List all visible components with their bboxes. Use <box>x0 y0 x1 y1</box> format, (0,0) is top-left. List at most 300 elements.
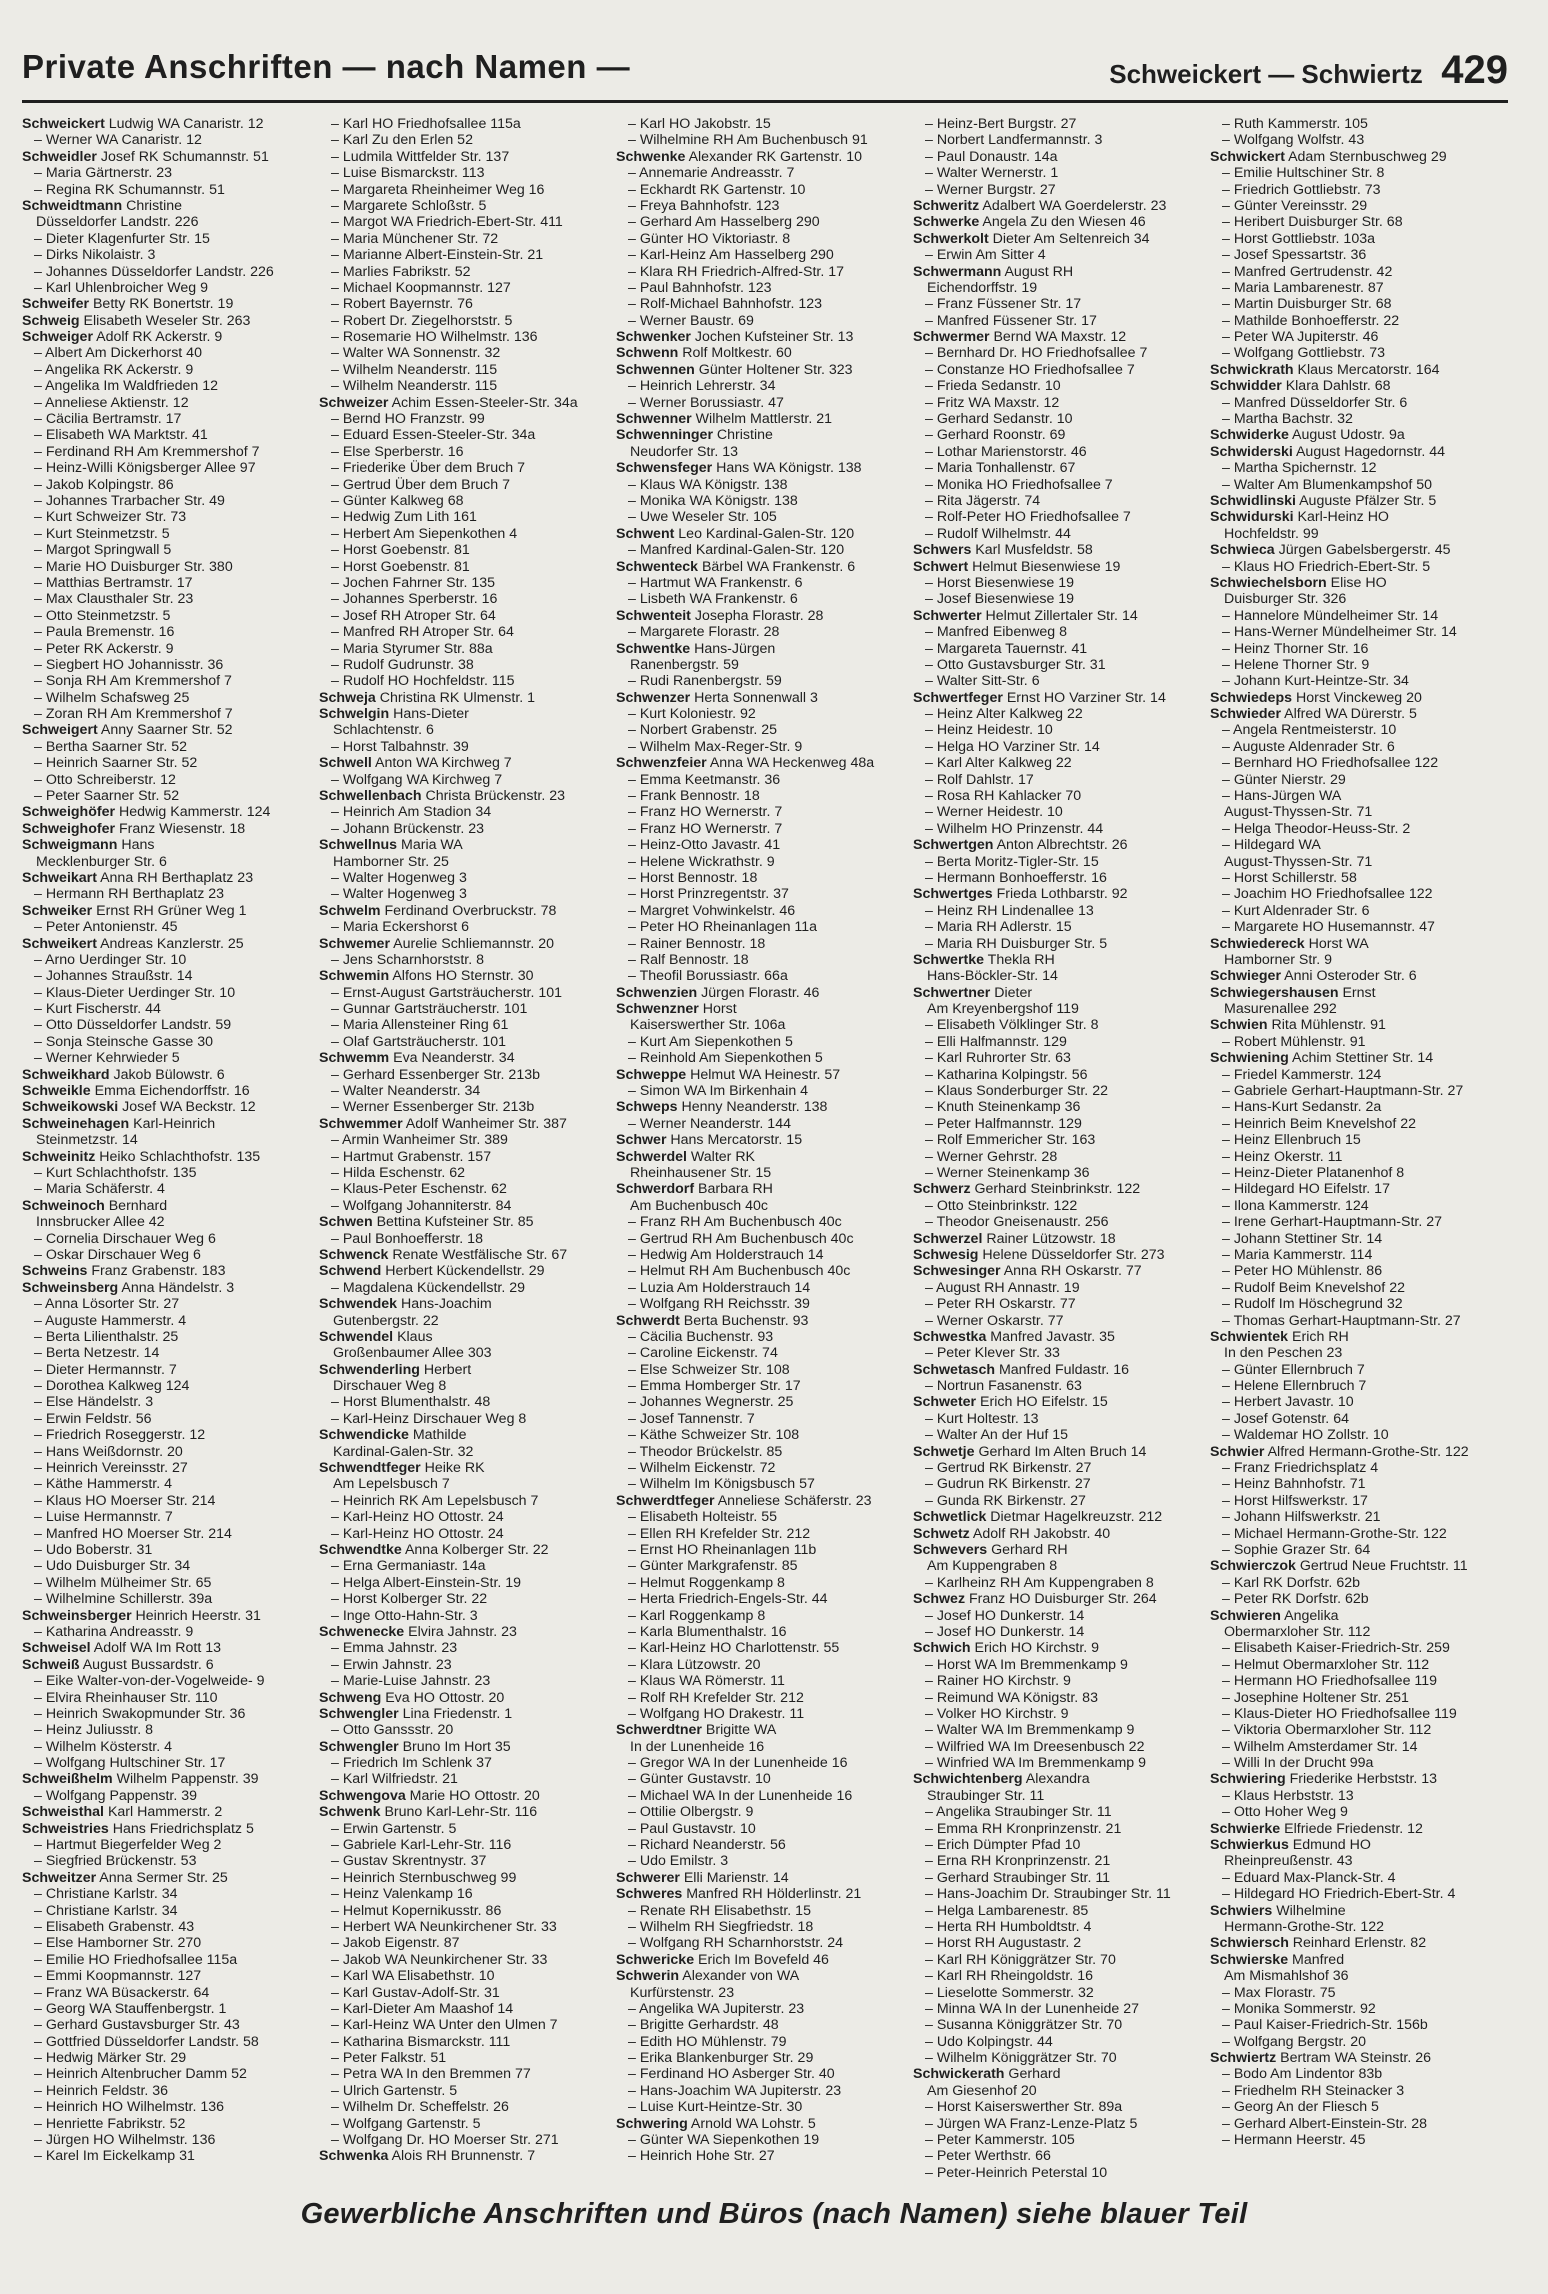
directory-entry: Schwiedeps Horst Vinckeweg 20 <box>1210 689 1422 706</box>
surname: Schwenka <box>319 2148 389 2165</box>
directory-entry: Schwerdel Walter RK <box>616 1148 756 1165</box>
directory-entry: – Emma RH Kronprinzenstr. 21 <box>925 1820 1122 1837</box>
directory-entry: Schwertges Frieda Lothbarstr. 92 <box>913 886 1128 903</box>
directory-entry: – Erwin Am Sitter 4 <box>925 247 1046 264</box>
directory-entry: Schwesig Helene Düsseldorfer Str. 273 <box>913 1246 1165 1263</box>
directory-entry: Innsbrucker Allee 42 <box>36 1214 165 1231</box>
directory-entry: – Josef Gotenstr. 64 <box>1222 1410 1349 1427</box>
directory-entry: – Else Sperberstr. 16 <box>331 443 464 460</box>
directory-entry: Schweikhard Jakob Bülowstr. 6 <box>22 1066 225 1083</box>
directory-entry: Schwevers Gerhard RH <box>913 1541 1068 1558</box>
directory-entry: – Manfred HO Moerser Str. 214 <box>34 1525 232 1542</box>
surname: Schweiger <box>22 329 93 346</box>
surname: Schwenteck <box>616 558 699 575</box>
surname: Schwichtenberg <box>913 1771 1023 1788</box>
directory-entry: – Heinz-Dieter Platanenhof 8 <box>1222 1165 1405 1181</box>
directory-entry: Schwendek Hans-Joachim <box>319 1296 492 1313</box>
directory-entry: – Klaus-Dieter HO Friedhofsallee 119 <box>1222 1705 1457 1722</box>
surname: Schweickert <box>22 116 105 132</box>
directory-entry: – Angelika WA Jupiterstr. 23 <box>628 2000 805 2017</box>
directory-entry: – Franz Füssener Str. 17 <box>925 296 1082 313</box>
directory-entry: – Karl-Heinz HO Ottostr. 24 <box>331 1525 504 1542</box>
directory-entry: – Heinz Valenkamp 16 <box>331 1886 473 1903</box>
directory-entry: – Johann Kurt-Heintze-Str. 34 <box>1222 673 1409 690</box>
directory-entry: – Nortrun Fasanenstr. 63 <box>925 1378 1082 1395</box>
directory-entry: – Dieter Klagenfurter Str. 15 <box>34 230 210 247</box>
directory-entry: – Gustav Skrentnystr. 37 <box>331 1853 487 1870</box>
directory-entry: – Reimund WA Königstr. 83 <box>925 1689 1098 1706</box>
directory-entry: – Otto Hoher Weg 9 <box>1222 1804 1348 1821</box>
directory-entry: – Siegfried Brückenstr. 53 <box>34 1853 197 1870</box>
directory-entry: – Paul Bonhoefferstr. 18 <box>331 1230 483 1247</box>
directory-entry: Schwenderling Herbert <box>319 1361 472 1378</box>
directory-entry: – Wolfgang WA Kirchweg 7 <box>331 771 503 788</box>
directory-entry: Schwerzel Rainer Lützowstr. 18 <box>913 1230 1116 1247</box>
directory-entry: – Heinrich HO Wilhelmstr. 136 <box>34 2099 225 2116</box>
directory-entry: – Hilda Eschenstr. 62 <box>331 1165 466 1181</box>
directory-entry: – Günter HO Viktoriastr. 8 <box>628 230 791 247</box>
directory-entry: – Heinrich Swakopmunder Str. 36 <box>34 1705 246 1722</box>
directory-entry: – Elvira Rheinhauser Str. 110 <box>34 1689 218 1706</box>
directory-entry: – Hermann Heerstr. 45 <box>1222 2132 1366 2149</box>
directory-entry: – Freya Bahnhofstr. 123 <box>628 197 780 214</box>
directory-entry: Schwengler Bruno Im Hort 35 <box>319 1738 511 1755</box>
header-rule <box>22 100 1508 103</box>
name-range: Schweickert — Schwiertz <box>1109 59 1423 89</box>
directory-entry: – Josef RH Atroper Str. 64 <box>331 607 496 624</box>
directory-entry: – Horst Prinzregentstr. 37 <box>628 886 789 903</box>
directory-entry: Schwerdorf Barbara RH <box>616 1181 773 1198</box>
directory-entry: – Rolf-Michael Bahnhofstr. 123 <box>628 296 823 313</box>
directory-entry: – Friedel Kammerstr. 124 <box>1222 1066 1382 1083</box>
directory-entry: – Maria Styrumer Str. 88a <box>331 640 493 657</box>
directory-entry: – Eduard Essen-Steeler-Str. 34a <box>331 427 536 444</box>
surname: Schweng <box>319 1689 382 1706</box>
surname: Schweins <box>22 1263 88 1280</box>
directory-entry: Schwiedereck Horst WA <box>1210 935 1369 952</box>
directory-entry: – Heinz Ellenbruch 15 <box>1222 1132 1361 1149</box>
directory-entry: – Susanna Königgrätzer Str. 70 <box>925 2017 1123 2034</box>
directory-entry: – Elisabeth Kaiser-Friedrich-Str. 259 <box>1222 1640 1450 1657</box>
directory-entry: Schwering Arnold WA Lohstr. 5 <box>616 2115 816 2132</box>
surname: Schwenzien <box>616 984 698 1001</box>
directory-entry: – Horst Goebenstr. 81 <box>331 558 470 575</box>
directory-entry: Schwenzer Herta Sonnenwall 3 <box>616 689 818 706</box>
surname: Schwiers <box>1210 1902 1273 1919</box>
directory-entry: – Helene Wickrathstr. 9 <box>628 853 775 870</box>
directory-entry: – Theodor Gneisenaustr. 256 <box>925 1214 1109 1231</box>
directory-entry: Schwennen Günter Holtener Str. 323 <box>616 361 853 378</box>
directory-entry: – Viktoria Obermarxloher Str. 112 <box>1222 1722 1432 1739</box>
directory-entry: – Berta Netzestr. 14 <box>34 1345 160 1362</box>
directory-entry: – Auguste Aldenrader Str. 6 <box>1222 738 1395 755</box>
directory-entry: – Michael WA In der Lunenheide 16 <box>628 1787 853 1804</box>
directory-entry: – Johann Stettiner Str. 14 <box>1222 1230 1383 1247</box>
directory-entry: – Else Schweizer Str. 108 <box>628 1361 790 1378</box>
directory-entry: – Hermann RH Berthaplatz 23 <box>34 886 225 903</box>
directory-entry: – Karl RK Dorfstr. 62b <box>1222 1574 1360 1591</box>
directory-entry: Schwidlinski Auguste Pfälzer Str. 5 <box>1210 492 1437 509</box>
surname: Schweps <box>616 1099 678 1116</box>
directory-entry: – Hans-Jürgen WA <box>1222 788 1342 805</box>
directory-entry: – Marie-Luise Jahnstr. 23 <box>331 1673 491 1690</box>
directory-entry: – Wilhelm HO Prinzenstr. 44 <box>925 820 1104 837</box>
surname: Schwierkus <box>1210 1837 1289 1854</box>
directory-entry: – Heinrich Lehrerstr. 34 <box>628 378 776 395</box>
directory-entry: – Willi In der Drucht 99a <box>1222 1755 1374 1772</box>
surname: Schwentke <box>616 640 691 657</box>
surname: Schwert <box>913 558 969 575</box>
surname: Schwellnus <box>319 837 398 854</box>
directory-entry: – Frieda Sedanstr. 10 <box>925 378 1061 395</box>
directory-entry: – Wilhelm Neanderstr. 115 <box>331 378 498 395</box>
directory-entry: – Gudrun RK Birkenstr. 27 <box>925 1476 1091 1493</box>
surname: Schwenninger <box>616 427 713 444</box>
directory-entry: – Cäcilia Bertramstr. 17 <box>34 411 182 428</box>
directory-entry: – Elisabeth Grabenstr. 43 <box>34 1918 195 1935</box>
directory-entry: – Inge Otto-Hahn-Str. 3 <box>331 1607 478 1624</box>
directory-entry: Hamborner Str. 9 <box>1224 951 1333 968</box>
directory-entry: – Kurt Holtestr. 13 <box>925 1410 1039 1427</box>
directory-entry: – Walter WA Im Bremmenkamp 9 <box>925 1722 1135 1739</box>
surname: Schwennen <box>616 361 695 378</box>
section-title: Private Anschriften — nach Namen — <box>22 48 631 85</box>
directory-entry: – Werner Heidestr. 10 <box>925 804 1063 821</box>
directory-entry: – Emma Jahnstr. 23 <box>331 1640 458 1657</box>
directory-entry: – Horst Blumenthalstr. 48 <box>331 1394 491 1411</box>
directory-entry: – Reinhold Am Siepenkothen 5 <box>628 1050 823 1067</box>
directory-entry: – Karl WA Elisabethstr. 10 <box>331 1968 495 1985</box>
directory-entry: – Wilhelm Max-Reger-Str. 9 <box>628 738 803 755</box>
directory-entry: – Maria Münchener Str. 72 <box>331 230 499 247</box>
directory-entry: – Jürgen HO Wilhelmstr. 136 <box>34 2132 216 2149</box>
directory-entry: – Jochen Fahrner Str. 135 <box>331 574 496 591</box>
directory-entry: – Lieselotte Sommerstr. 32 <box>925 1984 1094 2001</box>
directory-entry: – Helene Thorner Str. 9 <box>1222 656 1370 673</box>
directory-entry: – Armin Wanheimer Str. 389 <box>331 1132 508 1149</box>
directory-entry: – Hans-Kurt Sedanstr. 2a <box>1222 1099 1382 1116</box>
directory-entry: Schwenn Rolf Moltkestr. 60 <box>616 345 792 362</box>
directory-entry: – Werner Neanderstr. 144 <box>628 1115 791 1132</box>
directory-entry: – Ottilie Olbergstr. 9 <box>628 1804 754 1821</box>
directory-entry: – Waldemar HO Zollstr. 10 <box>1222 1427 1389 1444</box>
directory-entry: – Maria RH Adlerstr. 15 <box>925 919 1072 936</box>
surname: Schwidlinski <box>1210 492 1296 509</box>
directory-entry: – Theofil Borussiastr. 66a <box>628 968 788 985</box>
directory-entry: – Wilhelm Dr. Scheffelstr. 26 <box>331 2099 509 2116</box>
surname: Schwierske <box>1210 1951 1289 1968</box>
directory-entry: – Wolfgang RH Scharnhorststr. 24 <box>628 1935 844 1952</box>
directory-entry: – Wilhelm Schafsweg 25 <box>34 689 190 706</box>
directory-entry: – Rudolf Im Höschegrund 32 <box>1222 1296 1403 1313</box>
directory-entry: – Gertrud RH Am Buchenbusch 40c <box>628 1230 854 1247</box>
directory-entry: – Georg An der Fliesch 5 <box>1222 2099 1379 2116</box>
surname: Schwerdtfeger <box>616 1492 715 1509</box>
surname: Schweiß <box>22 1656 80 1673</box>
directory-entry: – Heinz RH Lindenallee 13 <box>925 902 1094 919</box>
directory-entry: – Friederike Über dem Bruch 7 <box>331 460 525 477</box>
directory-entry: Schwierke Elfriede Friedenstr. 12 <box>1210 1820 1423 1837</box>
surname: Schwermer <box>913 329 990 346</box>
directory-entry: – Emma Homberger Str. 17 <box>628 1378 801 1395</box>
directory-entry: Schwenk Bruno Karl-Lehr-Str. 116 <box>319 1804 538 1821</box>
directory-entry: – Margareta Tauernstr. 41 <box>925 640 1088 657</box>
directory-entry: – Otto Düsseldorfer Landstr. 59 <box>34 1017 232 1034</box>
surname: Schwenner <box>616 411 692 428</box>
surname: Schwidder <box>1210 378 1282 395</box>
directory-entry: – Erwin Gartenstr. 5 <box>331 1820 457 1837</box>
surname: Schwiegershausen <box>1210 984 1339 1001</box>
directory-entry: Schwerdt Berta Buchenstr. 93 <box>616 1312 809 1329</box>
directory-entry: – Heinz-Willi Königsberger Allee 97 <box>34 460 256 477</box>
directory-entry: – Cornelia Dirschauer Weg 6 <box>34 1230 216 1247</box>
directory-entry: Schweikle Emma Eichendorffstr. 16 <box>22 1083 250 1100</box>
directory-entry: Schweiker Ernst RH Grüner Weg 1 <box>22 902 247 919</box>
surname: Schwen <box>319 1214 373 1231</box>
directory-entry: – Ernst HO Rheinanlagen 11b <box>628 1541 817 1558</box>
directory-entry: – Hedwig Am Holderstrauch 14 <box>628 1246 824 1263</box>
directory-entry: – Werner Baustr. 69 <box>628 312 754 329</box>
directory-entry: Hochfeldstr. 99 <box>1224 525 1319 542</box>
directory-entry: – Dieter Hermannstr. 7 <box>34 1361 177 1378</box>
directory-entry: – Jakob Kolpingstr. 86 <box>34 476 174 493</box>
directory-entry: – Wolfgang Pappenstr. 39 <box>34 1787 198 1804</box>
directory-entry: – Horst Schillerstr. 58 <box>1222 869 1357 886</box>
surname: Schwiertz <box>1210 2050 1277 2067</box>
directory-entry: Schwensfeger Hans WA Königstr. 138 <box>616 460 862 477</box>
surname: Schwich <box>913 1640 971 1657</box>
directory-entry: – Hermann HO Friedhofsallee 119 <box>1222 1673 1438 1690</box>
header-right <box>1109 48 1508 93</box>
directory-entry: Schwidder Klara Dahlstr. 68 <box>1210 378 1391 395</box>
directory-entry: Schweppe Helmut WA Heinestr. 57 <box>616 1066 841 1083</box>
directory-entry: – Uwe Weseler Str. 105 <box>628 509 777 526</box>
directory-entry: Schwermer Bernd WA Maxstr. 12 <box>913 329 1127 346</box>
surname: Schwez <box>913 1591 966 1608</box>
directory-entry: – Robert Mühlenstr. 91 <box>1222 1033 1366 1050</box>
surname: Schwertfeger <box>913 689 1003 706</box>
directory-entry: – Katharina Kolpingstr. 56 <box>925 1066 1088 1083</box>
directory-entry: – Klaus-Dieter Uerdinger Str. 10 <box>34 984 236 1001</box>
directory-entry: – Klaus HO Moerser Str. 214 <box>34 1492 216 1509</box>
surname: Schwendicke <box>319 1427 409 1444</box>
directory-entry: Schwickrath Klaus Mercatorstr. 164 <box>1210 361 1440 378</box>
surname: Schweinehagen <box>22 1115 130 1132</box>
surname: Schwertke <box>913 951 984 968</box>
directory-entry: Schwickert Adam Sternbuschweg 29 <box>1210 148 1447 165</box>
directory-entry: Schweikowski Josef WA Beckstr. 12 <box>22 1099 256 1116</box>
directory-entry: – Udo Duisburger Str. 34 <box>34 1558 191 1575</box>
directory-entry: Hans-Böckler-Str. 14 <box>927 968 1058 985</box>
directory-entry: – Annemarie Andreasstr. 7 <box>628 165 795 182</box>
directory-entry: – Otto Schreiberstr. 12 <box>34 771 176 788</box>
directory-entry: – Wilhelm Eickenstr. 72 <box>628 1460 776 1477</box>
directory-entry: Schweinsberg Anna Händelstr. 3 <box>22 1279 235 1296</box>
directory-entry: – Bernhard HO Friedhofsallee 122 <box>1222 755 1439 772</box>
directory-entry: – Emma Keetmanstr. 36 <box>628 771 781 788</box>
directory-entry: – Wilhelm Königgrätzer Str. 70 <box>925 2050 1117 2067</box>
directory-entry: – Karl-Heinz HO Charlottenstr. 55 <box>628 1640 840 1657</box>
directory-entry: – Klaus WA Königstr. 138 <box>628 476 788 493</box>
directory-entry: Schwenka Alois RH Brunnenstr. 7 <box>319 2148 536 2165</box>
directory-entry: – Maria Lambarenestr. 87 <box>1222 279 1384 296</box>
directory-entry: Schwericke Erich Im Bovefeld 46 <box>616 1951 829 1968</box>
directory-entry: – Gertrud RK Birkenstr. 27 <box>925 1460 1092 1477</box>
surname: Schwieder <box>1210 706 1281 723</box>
directory-entry: – Eckhardt RK Gartenstr. 10 <box>628 181 806 198</box>
directory-entry: Schwen Bettina Kufsteiner Str. 85 <box>319 1214 534 1231</box>
directory-entry: – Ilona Kammerstr. 124 <box>1222 1197 1369 1214</box>
directory-entry: – Edith HO Mühlenstr. 79 <box>628 2033 787 2050</box>
directory-entry: – Werner Borussiastr. 47 <box>628 394 784 411</box>
directory-entry: Schweighöfer Hedwig Kammerstr. 124 <box>22 804 271 821</box>
directory-entry: – Heinrich RK Am Lepelsbusch 7 <box>331 1492 539 1509</box>
directory-entry: – Hildegard HO Friedrich-Ebert-Str. 4 <box>1222 1886 1456 1903</box>
directory-entry: – Franz Friedrichsplatz 4 <box>1222 1460 1379 1477</box>
directory-entry: – Udo Boberstr. 31 <box>34 1541 153 1558</box>
directory-entry: Schwiening Achim Stettiner Str. 14 <box>1210 1050 1434 1067</box>
directory-entry: Schwiderski August Hagedornstr. 44 <box>1210 443 1446 460</box>
directory-entry: Schweins Franz Grabenstr. 183 <box>22 1263 226 1280</box>
surname: Schwickert <box>1210 148 1285 165</box>
directory-entry: – Albert Am Dickerhorst 40 <box>34 345 202 362</box>
directory-entry: – Karl-Heinz Dirschauer Weg 8 <box>331 1410 527 1427</box>
directory-entry: – Maria Eckershorst 6 <box>331 919 469 936</box>
surname: Schweinoch <box>22 1197 105 1214</box>
directory-entry: – Max Florastr. 75 <box>1222 1984 1336 2001</box>
directory-entry: – Werner Oskarstr. 77 <box>925 1312 1064 1329</box>
directory-entry: – Heinrich Sternbuschweg 99 <box>331 1869 517 1886</box>
directory-entry: – Klaus HO Friedrich-Ebert-Str. 5 <box>1222 558 1431 575</box>
surname: Schwiering <box>1210 1771 1286 1788</box>
surname: Schwerdtner <box>616 1722 702 1739</box>
directory-entry: Schweistries Hans Friedrichsplatz 5 <box>22 1820 254 1837</box>
directory-entry: – Günter WA Siepenkothen 19 <box>628 2132 820 2149</box>
directory-entry: – Heinz Alter Kalkweg 22 <box>925 706 1083 723</box>
surname: Schwelm <box>319 902 381 919</box>
directory-entry: – Martha Spichernstr. 12 <box>1222 460 1377 477</box>
surname: Schwetje <box>913 1443 975 1460</box>
directory-entry: Schweinoch Bernhard <box>22 1197 168 1214</box>
directory-entry: – Werner WA Canaristr. 12 <box>34 132 202 149</box>
directory-entry: – Katharina Bismarckstr. 111 <box>331 2033 511 2050</box>
directory-entry: – Hans Weißdornstr. 20 <box>34 1443 183 1460</box>
directory-entry: Schwer Hans Mercatorstr. 15 <box>616 1132 803 1149</box>
directory-entry: – Lothar Marienstorstr. 46 <box>925 443 1087 460</box>
directory-entry: – Rolf-Peter HO Friedhofsallee 7 <box>925 509 1131 526</box>
directory-entry: – Paul Kaiser-Friedrich-Str. 156b <box>1222 2017 1428 2034</box>
directory-entry: – Karl HO Friedhofsallee 115a <box>331 116 521 132</box>
directory-entry: – Werner Burgstr. 27 <box>925 181 1056 198</box>
surname: Schweistries <box>22 1820 109 1837</box>
directory-entry: Schwers Karl Musfeldstr. 58 <box>913 542 1093 559</box>
surname: Schwertgen <box>913 837 994 854</box>
directory-entry: – Constanze HO Friedhofsallee 7 <box>925 361 1135 378</box>
directory-entry: – Margot Springwall 5 <box>34 542 172 559</box>
directory-entry: – Erwin Jahnstr. 23 <box>331 1656 452 1673</box>
surname: Schwiderski <box>1210 443 1293 460</box>
directory-entry: – Oskar Dirschauer Weg 6 <box>34 1246 201 1263</box>
directory-entry: – Wolfgang Gartenstr. 5 <box>331 2115 481 2132</box>
surname: Schwering <box>616 2115 688 2132</box>
directory-entry: – Karl-Heinz Am Hasselberg 290 <box>628 247 834 264</box>
directory-entry: – Horst Kaiserswerther Str. 89a <box>925 2099 1123 2116</box>
surname: Schwers <box>913 542 972 559</box>
directory-entry: – Karel Im Eickelkamp 31 <box>34 2148 195 2165</box>
surname: Schweikart <box>22 869 97 886</box>
directory-entry: – Berta Moritz-Tigler-Str. 15 <box>925 853 1099 870</box>
directory-entry: – Peter Antonienstr. 45 <box>34 919 178 936</box>
surname: Schwertges <box>913 886 993 903</box>
directory-entry: – Margret Vohwinkelstr. 46 <box>628 902 796 919</box>
directory-entry: – Marianne Albert-Einstein-Str. 21 <box>331 247 544 264</box>
surname: Schweikowski <box>22 1099 119 1116</box>
directory-entry: Hermann-Grothe-Str. 122 <box>1224 1918 1385 1935</box>
surname: Schwientek <box>1210 1328 1289 1345</box>
directory-entry: – Karl Ruhrorter Str. 63 <box>925 1050 1071 1067</box>
directory-entry: – Otto Ganssstr. 20 <box>331 1722 454 1739</box>
surname: Schwenzer <box>616 689 691 706</box>
directory-entry: Schwemm Eva Neanderstr. 34 <box>319 1050 515 1067</box>
directory-entry: – Robert Dr. Ziegelhorststr. 5 <box>331 312 513 329</box>
surname: Schweikhard <box>22 1066 110 1083</box>
directory-entry: – Auguste Hammerstr. 4 <box>34 1312 187 1329</box>
directory-entry: – Günter Nierstr. 29 <box>1222 771 1346 788</box>
directory-entry: – Günter Vereinsstr. 29 <box>1222 197 1368 214</box>
directory-entry: – Walter Neanderstr. 34 <box>331 1083 481 1100</box>
directory-entry: Schwerdtfeger Anneliese Schäferstr. 23 <box>616 1492 872 1509</box>
directory-entry: – Heinz-Otto Javastr. 41 <box>628 837 781 854</box>
directory-entry: – Luise Kurt-Heintze-Str. 30 <box>628 2099 803 2116</box>
directory-entry: – Gerhard Roonstr. 69 <box>925 427 1066 444</box>
directory-entry: – Karl Wilfriedstr. 21 <box>331 1771 458 1788</box>
directory-entry: – Ellen RH Krefelder Str. 212 <box>628 1525 811 1542</box>
surname: Schwierczok <box>1210 1558 1296 1575</box>
directory-entry: – Heinz-Bert Burgstr. 27 <box>925 116 1077 132</box>
directory-entry: – Wilfried WA Im Dreesenbusch 22 <box>925 1738 1145 1755</box>
directory-entry: Schwerz Gerhard Steinbrinkstr. 122 <box>913 1181 1141 1198</box>
directory-entry: – Heinrich Vereinsstr. 27 <box>34 1460 188 1477</box>
directory-entry: Duisburger Str. 326 <box>1224 591 1347 608</box>
surname: Schwiderke <box>1210 427 1289 444</box>
directory-entry: – Erika Blankenburger Str. 29 <box>628 2050 814 2067</box>
directory-entry: – Bodo Am Lindentor 83b <box>1222 2066 1383 2083</box>
directory-entry: Schweigert Anny Saarner Str. 52 <box>22 722 233 739</box>
surname: Schwenke <box>616 148 686 165</box>
directory-entry: – Katharina Andreasstr. 9 <box>34 1623 194 1640</box>
surname: Schweidtmann <box>22 197 123 214</box>
directory-entry: – Heinrich Saarner Str. 52 <box>34 755 198 772</box>
directory-entry: – Heinz Okerstr. 11 <box>1222 1148 1343 1165</box>
directory-entry: – Franz RH Am Buchenbusch 40c <box>628 1214 842 1231</box>
directory-entry: – Josef HO Dunkerstr. 14 <box>925 1623 1085 1640</box>
surname: Schweigert <box>22 722 98 739</box>
directory-entry: Schwieren Angelika <box>1210 1607 1339 1624</box>
surname: Schweritz <box>913 197 980 214</box>
directory-entry: – Wilhelm RH Siegfriedstr. 18 <box>628 1918 814 1935</box>
directory-entry: – Rolf Dahlstr. 17 <box>925 771 1034 788</box>
directory-entry: Schwieca Jürgen Gabelsbergerstr. 45 <box>1210 542 1451 559</box>
directory-entry: – Karl Zu den Erlen 52 <box>331 132 473 149</box>
directory-entry: Schwenner Wilhelm Mattlerstr. 21 <box>616 411 833 428</box>
directory-entry: Schweisel Adolf WA Im Rott 13 <box>22 1640 221 1657</box>
directory-entry: – Marie HO Duisburger Str. 380 <box>34 558 233 575</box>
directory-entry: Schwertner Dieter <box>913 984 1033 1001</box>
directory-entry: – Karl Roggenkamp 8 <box>628 1607 766 1624</box>
directory-entry: Schweiß August Bussardstr. 6 <box>22 1656 214 1673</box>
directory-entry: Schwetje Gerhard Im Alten Bruch 14 <box>913 1443 1147 1460</box>
directory-entry: – Hans-Joachim Dr. Straubinger Str. 11 <box>925 1886 1171 1903</box>
